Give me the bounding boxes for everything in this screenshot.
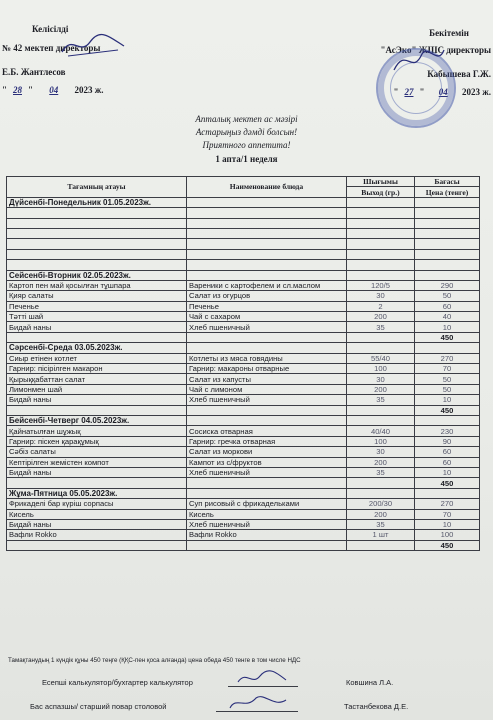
left-date: " 28 " 04 2023 ж.	[2, 85, 104, 95]
empty-cell	[187, 208, 347, 218]
day-total: 450	[415, 540, 480, 550]
dish-name-kz: Сиыр етінен котлет	[7, 353, 187, 363]
empty-cell	[7, 249, 187, 259]
empty-cell	[415, 208, 480, 218]
dish-name-kz: Бидай наны	[7, 467, 187, 477]
right-signer-name: Кабышева Г.Ж.	[427, 69, 491, 79]
dish-output: 200	[347, 509, 415, 519]
empty-cell	[415, 343, 480, 353]
dish-output: 30	[347, 447, 415, 457]
blank-row	[7, 208, 480, 218]
dish-name-ru: Хлеб пшеничный	[187, 322, 347, 332]
column-price-ru: Цена (тенге)	[415, 187, 480, 197]
empty-cell	[187, 260, 347, 270]
empty-cell	[7, 208, 187, 218]
empty-cell	[415, 249, 480, 259]
left-signature	[58, 30, 128, 60]
table-row	[7, 384, 480, 394]
dish-name-kz: Гарнир: пісірілген макарон	[7, 364, 187, 374]
dish-price: 10	[415, 395, 480, 405]
table-row	[7, 291, 480, 301]
empty-cell	[7, 239, 187, 249]
dish-output: 200/30	[347, 499, 415, 509]
blank-row	[7, 260, 480, 270]
dish-output: 30	[347, 374, 415, 384]
day-total: 450	[415, 405, 480, 415]
dish-price: 50	[415, 374, 480, 384]
dish-name-kz: Картоп пен май қосылған тұшпара	[7, 280, 187, 290]
empty-cell	[347, 405, 415, 415]
empty-cell	[415, 415, 480, 425]
dish-price: 60	[415, 457, 480, 467]
total-row	[7, 540, 480, 550]
empty-cell	[7, 405, 187, 415]
dish-name-kz: Лимонмен шай	[7, 384, 187, 394]
table-row	[7, 364, 480, 374]
column-output-ru: Выход (гр.)	[347, 187, 415, 197]
empty-cell	[415, 488, 480, 498]
dish-output: 2	[347, 301, 415, 311]
accountant-name: Ковшина Л.А.	[346, 678, 394, 687]
dish-output: 35	[347, 322, 415, 332]
dish-output: 35	[347, 467, 415, 477]
dish-name-ru: Чай с лимоном	[187, 384, 347, 394]
empty-cell	[347, 415, 415, 425]
dish-name-kz: Қырыққабаттан салат	[7, 374, 187, 384]
dish-price: 50	[415, 384, 480, 394]
day-header-row	[7, 343, 480, 353]
left-date-month: 04	[49, 85, 59, 95]
right-date-year: 2023 ж.	[461, 87, 491, 97]
dish-output: 35	[347, 519, 415, 529]
empty-cell	[187, 197, 347, 207]
left-date-year: 2023 ж.	[74, 85, 104, 95]
table-row	[7, 353, 480, 363]
table-row	[7, 395, 480, 405]
day-total: 450	[415, 478, 480, 488]
empty-cell	[7, 540, 187, 550]
table-row	[7, 301, 480, 311]
empty-cell	[7, 260, 187, 270]
cook-role: Бас аспазшы/ старший повар столовой	[30, 702, 167, 711]
dish-name-kz: Бидай наны	[7, 395, 187, 405]
dish-name-kz: Қияр салаты	[7, 291, 187, 301]
dish-name-ru: Гарнир: макароны отварные	[187, 364, 347, 374]
empty-cell	[415, 228, 480, 238]
dish-name-kz: Кисель	[7, 509, 187, 519]
empty-cell	[187, 332, 347, 342]
dish-price: 10	[415, 322, 480, 332]
column-output-kz: Шығымы	[347, 177, 415, 187]
dish-name-ru: Хлеб пшеничный	[187, 467, 347, 477]
dish-name-kz: Кептірілген жемістен компот	[7, 457, 187, 467]
empty-cell	[7, 218, 187, 228]
day-title: Сейсенбі-Вторник 02.05.2023ж.	[7, 270, 187, 280]
right-position: "АсЭко" ЖШС директоры	[380, 45, 491, 55]
dish-output: 1 шт	[347, 530, 415, 540]
dish-name-ru: Котлеты из мяса говядины	[187, 353, 347, 363]
dish-name-kz: Тәтті шай	[7, 312, 187, 322]
left-signer-name: Е.Б. Жантлесов	[2, 67, 66, 77]
empty-cell	[415, 218, 480, 228]
table-row	[7, 530, 480, 540]
column-price-kz: Бағасы	[415, 177, 480, 187]
dish-name-ru: Кисель	[187, 509, 347, 519]
dish-name-kz: Бидай наны	[7, 322, 187, 332]
day-title: Бейсенбі-Четверг 04.05.2023ж.	[7, 415, 187, 425]
dish-price: 100	[415, 530, 480, 540]
dish-name-ru: Вареники с картофелем и сл.маслом	[187, 280, 347, 290]
dish-price: 270	[415, 353, 480, 363]
dish-name-ru: Суп рисовый с фрикадельками	[187, 499, 347, 509]
blank-row	[7, 239, 480, 249]
price-note: Тамақтанудың 1 күндік құны 450 теңге (ҚҚС-пен қоса алғанда) цена обеда 450 тенге в том числе НДС	[8, 657, 301, 664]
cook-name: Тастанбекова Д.Е.	[344, 702, 409, 711]
title-line-1: Апталық мектеп ас мәзірі	[195, 114, 298, 124]
dish-price: 10	[415, 519, 480, 529]
week-label: 1 апта/1 неделя	[215, 154, 278, 164]
dish-output: 30	[347, 291, 415, 301]
empty-cell	[7, 332, 187, 342]
dish-name-ru: Чай с сахаром	[187, 312, 347, 322]
title-line-2: Астарыңыз дәмді болсын!	[195, 127, 298, 137]
empty-cell	[187, 218, 347, 228]
blank-row	[7, 218, 480, 228]
empty-cell	[187, 415, 347, 425]
dish-price: 70	[415, 509, 480, 519]
dish-name-ru: Хлеб пшеничный	[187, 519, 347, 529]
empty-cell	[347, 270, 415, 280]
dish-name-kz: Сәбіз салаты	[7, 447, 187, 457]
table-row	[7, 499, 480, 509]
accountant-role: Есепші калькулятор/бухгартер калькулятор	[42, 678, 193, 687]
dish-name-kz: Бидай наны	[7, 519, 187, 529]
day-header-row	[7, 415, 480, 425]
table-row	[7, 436, 480, 446]
day-title: Жұма-Пятница 05.05.2023ж.	[7, 488, 187, 498]
agreed-label: Келісілді	[32, 24, 69, 34]
day-header-row	[7, 488, 480, 498]
empty-cell	[347, 478, 415, 488]
empty-cell	[7, 228, 187, 238]
dish-price: 70	[415, 364, 480, 374]
dish-name-kz: Печенье	[7, 301, 187, 311]
total-row	[7, 405, 480, 415]
empty-cell	[415, 270, 480, 280]
empty-cell	[187, 343, 347, 353]
dish-output: 200	[347, 457, 415, 467]
menu-table-body	[7, 197, 480, 550]
dish-name-ru: Салат из капусты	[187, 374, 347, 384]
menu-table	[6, 176, 480, 551]
dish-output: 200	[347, 384, 415, 394]
empty-cell	[347, 228, 415, 238]
dish-name-kz: Фрикаделі бар күріш сорпасы	[7, 499, 187, 509]
table-row	[7, 467, 480, 477]
dish-price: 50	[415, 291, 480, 301]
table-row	[7, 447, 480, 457]
right-date-month: 04	[438, 87, 448, 97]
dish-price: 60	[415, 301, 480, 311]
approved-label: Бекітемін	[429, 28, 469, 38]
blank-row	[7, 228, 480, 238]
empty-cell	[187, 270, 347, 280]
empty-cell	[347, 343, 415, 353]
column-ru-name: Наименование блюда	[187, 177, 347, 198]
dish-output: 35	[347, 395, 415, 405]
dish-output: 120/5	[347, 280, 415, 290]
dish-price: 60	[415, 447, 480, 457]
dish-price: 90	[415, 436, 480, 446]
table-row	[7, 374, 480, 384]
dish-output: 200	[347, 312, 415, 322]
dish-price: 270	[415, 499, 480, 509]
empty-cell	[187, 540, 347, 550]
dish-price: 290	[415, 280, 480, 290]
right-date-day: 27	[404, 87, 414, 97]
empty-cell	[415, 197, 480, 207]
title-line-3: Приятного аппетита!	[202, 140, 291, 150]
empty-cell	[347, 332, 415, 342]
empty-cell	[347, 197, 415, 207]
empty-cell	[347, 249, 415, 259]
column-kz-name: Тағамның атауы	[7, 177, 187, 198]
dish-name-kz: Вафли Rokko	[7, 530, 187, 540]
left-position: № 42 мектеп директоры	[2, 43, 101, 53]
dish-price: 40	[415, 312, 480, 322]
day-header-row	[7, 270, 480, 280]
empty-cell	[347, 540, 415, 550]
empty-cell	[7, 478, 187, 488]
dish-name-ru: Кампот из с/фруктов	[187, 457, 347, 467]
total-row	[7, 332, 480, 342]
empty-cell	[415, 239, 480, 249]
dish-name-ru: Вафли Rokko	[187, 530, 347, 540]
cook-signature	[226, 692, 290, 712]
dish-price: 230	[415, 426, 480, 436]
empty-cell	[347, 260, 415, 270]
dish-name-ru: Салат из моркови	[187, 447, 347, 457]
dish-output: 100	[347, 364, 415, 374]
empty-cell	[187, 478, 347, 488]
empty-cell	[347, 488, 415, 498]
dish-name-ru: Гарнир: гречка отварная	[187, 436, 347, 446]
table-header-row-1	[7, 177, 480, 187]
empty-cell	[187, 239, 347, 249]
dish-name-ru: Хлеб пшеничный	[187, 395, 347, 405]
day-total: 450	[415, 332, 480, 342]
dish-name-ru: Печенье	[187, 301, 347, 311]
dish-name-ru: Салат из огурцов	[187, 291, 347, 301]
empty-cell	[187, 488, 347, 498]
accountant-signature	[234, 668, 290, 688]
day-header-row	[7, 197, 480, 207]
empty-cell	[347, 208, 415, 218]
dish-price: 10	[415, 467, 480, 477]
table-row	[7, 457, 480, 467]
empty-cell	[187, 249, 347, 259]
dish-name-kz: Қайнатылған шұжық	[7, 426, 187, 436]
day-title: Сәрсенбі-Среда 03.05.2023ж.	[7, 343, 187, 353]
total-row	[7, 478, 480, 488]
table-row	[7, 509, 480, 519]
right-signature	[388, 40, 448, 80]
left-date-day: 28	[13, 85, 22, 95]
empty-cell	[415, 260, 480, 270]
dish-output: 100	[347, 436, 415, 446]
right-date: " 27 " 04 2023 ж.	[393, 87, 491, 97]
dish-name-kz: Гарнир: піскен қарақұмық	[7, 436, 187, 446]
dish-name-ru: Сосиска отварная	[187, 426, 347, 436]
table-row	[7, 312, 480, 322]
table-row	[7, 426, 480, 436]
day-title: Дүйсенбі-Понедельник 01.05.2023ж.	[7, 197, 187, 207]
empty-cell	[347, 239, 415, 249]
dish-output: 55/40	[347, 353, 415, 363]
table-row	[7, 322, 480, 332]
empty-cell	[187, 228, 347, 238]
empty-cell	[187, 405, 347, 415]
empty-cell	[347, 218, 415, 228]
blank-row	[7, 249, 480, 259]
dish-output: 40/40	[347, 426, 415, 436]
table-row	[7, 280, 480, 290]
table-row	[7, 519, 480, 529]
